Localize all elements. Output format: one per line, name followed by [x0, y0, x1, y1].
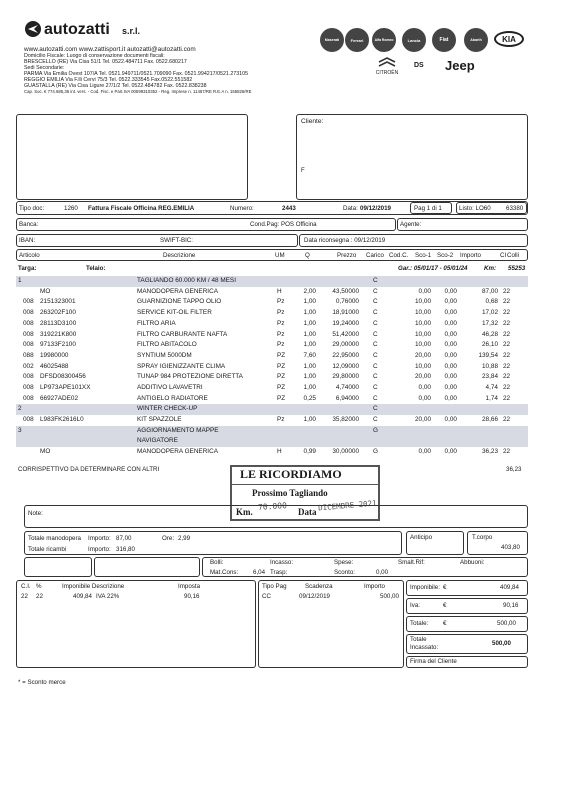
km-value: 55253 [508, 265, 526, 272]
stamp-km-label: Km. [236, 507, 253, 517]
cell-desc: TUNAP 984 PROTEZIONE DIRETTA [137, 373, 243, 381]
section-index: 1 [18, 277, 22, 284]
table-row [16, 319, 528, 330]
cell-ci0: 008 [23, 384, 34, 391]
cell-ci: 22 [503, 416, 511, 424]
sum-imponibile-cur: € [443, 584, 447, 591]
jeep-logo: Jeep [445, 58, 475, 73]
banca-label: Banca: [19, 221, 39, 228]
cell-sco1: 0,00 [418, 448, 431, 456]
note-box [24, 505, 528, 528]
cell-ci: 22 [503, 341, 511, 349]
cell-prezzo: 29,00000 [332, 341, 359, 349]
cell-art: MO [40, 287, 51, 295]
cond-pag: Cond.Pag: POS Officina [250, 221, 317, 228]
table-row [16, 394, 528, 405]
table-row [16, 372, 528, 383]
cell-ci: 22 [503, 362, 511, 370]
cell-um: H [277, 287, 282, 295]
cell-um: H [277, 448, 282, 456]
fiat-logo: Fiat [432, 28, 456, 52]
cell-sco2: 0,00 [444, 394, 457, 402]
table-row [16, 330, 528, 341]
cell-q: 0,99 [303, 448, 316, 456]
cell-desc: FILTRO CARBURANTE NAFTA [137, 330, 228, 338]
company-address-4: REGGIO EMILIA Via F.lli Cervi 75/3 Tel. 0522.333545 Fax.0522.551582 [24, 77, 193, 83]
citroen-label: CITROËN [375, 70, 399, 76]
company-web-line: www.autozatti.com www.zattisport.it autozatti@autozatti.com [24, 46, 196, 53]
cell-q: 7,60 [303, 351, 316, 359]
cell-q: 1,00 [303, 384, 316, 391]
cell-prezzo: 22,95000 [332, 351, 359, 359]
cell-prezzo: 51,42000 [332, 330, 359, 338]
tot-ricambi-importo-label: Importo: [88, 546, 111, 553]
table-row [16, 287, 528, 298]
ferrari-logo: Ferrari [345, 28, 369, 52]
cell-sco1: 10,00 [415, 319, 431, 327]
cell-prezzo: 30,00000 [332, 448, 359, 456]
sconto-value: 0,00 [376, 569, 389, 576]
cell-ci0: 008 [23, 319, 34, 327]
section-codc: C [373, 277, 378, 284]
numero-label: Numero: [230, 205, 254, 212]
stamp-data-handwritten: DICEMBRE 2021 [317, 498, 377, 513]
company-name: autozatti [44, 21, 110, 38]
iva-pct-value: 22 [36, 593, 43, 600]
cell-desc: FILTRO ABITACOLO [137, 341, 197, 349]
cell-sco2: 0,00 [444, 384, 457, 391]
company-address-3: PARMA Via Emilia Ovest 107/A Tel. 0521.949711/0521.709090 Fax. 0521.994217/0521.273105 [24, 71, 249, 77]
cell-sco2: 0,00 [444, 298, 457, 306]
col-ci: CI [500, 252, 507, 259]
cell-art: LP973APE101XX [40, 384, 91, 391]
cell-importo: 87,00 [482, 287, 498, 295]
cell-importo: 17,02 [482, 309, 498, 317]
cell-q: 1,00 [303, 416, 316, 424]
cell-sco2: 0,00 [444, 351, 457, 359]
company-address-1: BRESCELLO (RE) Via Cisa 51/1 Tel. 0522.484711 Fax. 0522.680217 [24, 59, 187, 65]
ds-logo: DS [414, 62, 424, 69]
cell-importo: 4,74 [485, 384, 498, 391]
cell-desc: FILTRO ARIA [137, 319, 176, 327]
table-row [16, 308, 528, 319]
cell-art: 319221K800 [40, 330, 77, 338]
cell-desc: ADDITIVO LAVAVETRI [137, 384, 203, 391]
cell-sco1: 10,00 [415, 362, 431, 370]
targa-label: Targa: [18, 265, 37, 272]
tot-manodopera-importo: 87,00 [116, 535, 132, 542]
tot-manodopera-importo-label: Importo: [88, 535, 111, 542]
cell-q: 1,00 [303, 298, 316, 306]
cell-codc: C [373, 373, 378, 381]
cell-prezzo: 12,09000 [332, 362, 359, 370]
banca-row [16, 218, 396, 231]
cell-importo: 139,54 [478, 351, 498, 359]
smalt-label: Smalt.Rif: [398, 559, 425, 566]
stamp-data-label: Data [298, 507, 317, 517]
note-label: Note: [28, 510, 43, 517]
cell-um: PZ [277, 373, 286, 381]
company-address-2: Sedi Secondarie: [24, 65, 65, 71]
trasp-label: Trasp: [270, 569, 288, 576]
sum-imponibile-value: 409,84 [500, 584, 519, 591]
cell-importo: 28,66 [482, 416, 498, 424]
iban-row [16, 234, 298, 247]
cell-ci0: 008 [23, 394, 34, 402]
cell-desc: KIT SPAZZOLE [137, 416, 182, 424]
cell-codc: C [373, 351, 378, 359]
cell-desc: SERVICE KIT-OIL FILTER [137, 309, 212, 317]
cell-art: 66927ADE02 [40, 394, 79, 402]
section-desc: WINTER CHECK-UP [137, 405, 198, 413]
cell-ci: 22 [503, 373, 511, 381]
cell-importo: 1,74 [485, 394, 498, 402]
tcorpo-label: T.corpo [472, 534, 493, 541]
cell-ci0: 008 [23, 373, 34, 381]
cell-sco1: 10,00 [415, 330, 431, 338]
anticipo-label: Anticipo [410, 534, 433, 541]
pay-tipo-label: Tipo Pag [262, 583, 287, 590]
data-value: 09/12/2019 [360, 205, 391, 212]
col-articolo: Articolo [19, 252, 40, 259]
cell-sco2: 0,00 [444, 416, 457, 424]
cell-prezzo: 43,50000 [332, 287, 359, 295]
section-desc: TAGLIANDO 60.000 KM / 48 MESI [137, 277, 236, 284]
cell-art: 97133F2100 [40, 341, 76, 349]
cell-art: 19980000 [40, 351, 69, 359]
cell-q: 1,00 [303, 341, 316, 349]
cell-prezzo: 0,76000 [335, 298, 359, 306]
iva-box [16, 580, 256, 668]
table-row [16, 383, 528, 394]
sum-incassato-value: 500,00 [492, 640, 511, 647]
cell-um: Pz [277, 341, 285, 349]
section-index: 2 [18, 405, 22, 413]
cell-codc: C [373, 384, 378, 391]
sum-totale-label: Totale: [410, 620, 429, 627]
telaio-label: Telaio: [86, 265, 106, 272]
col-q: Q [305, 252, 310, 259]
autozatti-logo-icon [24, 20, 42, 38]
bolli-label: Bolli: [210, 559, 224, 566]
agente-label: Agente: [400, 221, 422, 228]
col-sco1: Sco-1 [415, 252, 432, 259]
customer-box [296, 114, 528, 200]
cell-prezzo: 19,24000 [332, 319, 359, 327]
cell-ci: 22 [503, 309, 511, 317]
sender-box [16, 114, 248, 200]
cell-codc: C [373, 362, 378, 370]
cell-sco1: 20,00 [415, 351, 431, 359]
cell-q: 1,00 [303, 362, 316, 370]
table-row [16, 297, 528, 308]
cell-ci0: 008 [23, 309, 34, 317]
cell-codc: G [373, 448, 378, 456]
tcorpo-value: 403,80 [501, 544, 520, 551]
stamp-km-handwritten: 70.000 [257, 501, 288, 512]
customer-letter: F [301, 168, 305, 174]
corrispettivo-text: CORRISPETTIVO DA DETERMINARE CON ALTRI [18, 466, 160, 473]
cell-um: Pz [277, 416, 285, 424]
cell-q: 1,00 [303, 309, 316, 317]
iva-imposta-label: Imposta [178, 583, 201, 590]
cell-um: PZ [277, 351, 286, 359]
cell-q: 1,00 [303, 373, 316, 381]
table-row [16, 447, 528, 458]
cell-desc: SYNTIUM 5000DM [137, 351, 192, 359]
cell-um: PZ [277, 384, 286, 391]
pay-importo-value: 500,00 [380, 593, 399, 600]
tot-ricambi-importo: 316,80 [116, 546, 135, 553]
sum-totale-cur: € [443, 620, 447, 627]
spese-label: Spese: [334, 559, 354, 566]
pay-importo-label: Importo [364, 583, 385, 590]
iban-label: IBAN: [19, 237, 36, 244]
incasso-label: Incasso: [270, 559, 294, 566]
cell-sco1: 20,00 [415, 416, 431, 424]
data-riconsegna: Data riconsegna : 09/12/2019 [304, 237, 386, 244]
cell-art: 2151323001 [40, 298, 76, 306]
cell-sco1: 0,00 [418, 287, 431, 295]
ore-label: Ore: [162, 535, 175, 542]
cell-desc: ANTIGELO RADIATORE [137, 394, 208, 402]
company-address-0: Domicilio Fiscale: Luogo di conservazione documenti fiscali: [24, 53, 165, 59]
cell-um: Pz [277, 319, 285, 327]
cell-sco2: 0,00 [444, 362, 457, 370]
cell-desc: MANODOPERA GENERICA [137, 287, 218, 295]
citroen-logo [367, 56, 407, 76]
cell-um: Pz [277, 298, 285, 306]
iva-ci-value: 22 [21, 593, 28, 600]
cell-ci0: 008 [23, 330, 34, 338]
col-sco2: Sco-2 [437, 252, 454, 259]
sum-incassato-label2: Incassato: [410, 644, 439, 651]
company-address-5: GUASTALLA (RE) Via Cisa Ligure 27/1/2 Tel. 0522.484782 Fax. 0522.838238 [24, 83, 207, 89]
cell-importo: 46,28 [482, 330, 498, 338]
col-carico: Carico [366, 252, 384, 259]
cell-codc: C [373, 330, 378, 338]
cell-ci: 22 [503, 330, 511, 338]
cell-sco1: 10,00 [415, 341, 431, 349]
cell-prezzo: 6,94000 [335, 394, 359, 402]
cell-art: MO [40, 448, 51, 456]
cell-sco1: 10,00 [415, 309, 431, 317]
cell-codc: C [373, 416, 378, 424]
alfa-romeo-logo: Alfa Romeo [372, 28, 396, 52]
cell-ci0: 002 [23, 362, 34, 370]
footnote: * = Sconto merce [18, 679, 66, 686]
data-label: Data: [343, 205, 358, 212]
cell-q: 0,25 [303, 394, 316, 402]
section-index: 3 [18, 426, 22, 434]
cell-prezzo: 29,80000 [332, 373, 359, 381]
cell-desc: SPRAY IGIENIZZANTE CLIMA [137, 362, 226, 370]
km-label: Km: [484, 265, 497, 272]
cell-desc: GUARNIZIONE TAPPO OLIO [137, 298, 222, 306]
citroen-chevrons-icon [377, 56, 397, 68]
cell-art: 46025488 [40, 362, 69, 370]
section-desc: AGGIORNAMENTO MAPPE [137, 426, 219, 434]
cell-sco1: 10,00 [415, 298, 431, 306]
col-um: UM [275, 252, 285, 259]
pay-scadenza-value: 09/12/2019 [299, 593, 330, 600]
cell-codc: C [373, 298, 378, 306]
iva-desc-value: IVA 22% [96, 593, 120, 600]
cell-art: L983FK2616L0 [40, 416, 84, 424]
iva-desc-label: Imponibile Descrizione [62, 583, 125, 590]
cell-codc: C [373, 394, 378, 402]
table-row [16, 340, 528, 351]
sum-totale-value: 500,00 [497, 620, 516, 627]
cell-q: 1,00 [303, 330, 316, 338]
lancia-logo: Lancia [402, 28, 426, 52]
stamp-divider [232, 484, 378, 485]
bolli-row-left [24, 557, 92, 577]
tipo-doc-desc: Fattura Fiscale Officina REG.EMILIA [88, 205, 195, 212]
cell-prezzo: 4,74000 [335, 384, 359, 391]
cell-ci0: 008 [23, 298, 34, 306]
maserati-logo: Maserati [320, 28, 344, 52]
col-descrizione: Descrizione [163, 252, 196, 259]
iva-ci-label: C.I. [21, 583, 31, 590]
listino-code: 63380 [506, 205, 524, 212]
sum-iva-label: Iva: [410, 602, 420, 609]
cell-q: 1,00 [303, 319, 316, 327]
sconto-label: Sconto: [334, 569, 355, 576]
tot-manodopera-label: Totale manodopera [28, 535, 81, 542]
company-address-6: Cap. Soc. € 774.685,35 int. vers. - Cod. Fisc. e Part.IVA 00599310352 - Reg. Imprese n. 11467/RE R.E.A n. 155826/RE [24, 89, 252, 94]
tipo-doc-code: 1260 [64, 205, 78, 212]
cell-importo: 36,23 [482, 448, 498, 456]
stamp-line1: Prossimo Tagliando [252, 488, 328, 498]
firma-label: Firma del Cliente [410, 658, 457, 665]
numero-value: 2443 [282, 205, 296, 212]
col-colli: Colli [507, 252, 520, 259]
cell-art: 28113D3100 [40, 319, 77, 327]
cell-um: Pz [277, 309, 285, 317]
cell-sco2: 0,00 [444, 330, 457, 338]
tot-ricambi-label: Totale ricambi [28, 546, 67, 553]
cell-ci: 22 [503, 384, 511, 391]
matcons-value: 6,04 [253, 569, 266, 576]
cell-ci: 22 [503, 287, 511, 295]
section-row [16, 404, 528, 415]
sum-iva-value: 90,16 [503, 602, 519, 609]
col-importo: Importo [460, 252, 481, 259]
cell-ci0: 008 [23, 416, 34, 424]
corrispettivo-value: 36,23 [506, 466, 522, 473]
cell-sco2: 0,00 [444, 448, 457, 456]
section-row [16, 276, 528, 287]
cell-codc: C [373, 287, 378, 295]
cell-importo: 0,68 [485, 298, 498, 306]
matcons-label: Mat.Cons: [210, 569, 239, 576]
page-number: Pag 1 di 1 [414, 205, 442, 212]
cell-importo: 26,10 [482, 341, 498, 349]
cell-sco2: 0,00 [444, 287, 457, 295]
iva-pct-label: % [36, 583, 42, 590]
cell-ci: 22 [503, 394, 511, 402]
sum-incassato-label1: Totale [410, 636, 427, 643]
sum-imponibile-label: Imponibile: [410, 584, 440, 591]
cell-ci0: 008 [23, 341, 34, 349]
col-codc: Cod.C. [389, 252, 409, 259]
cell-um: Pz [277, 330, 285, 338]
pay-tipo-value: CC [262, 593, 271, 600]
cell-ci: 22 [503, 319, 511, 327]
company-suffix: s.r.l. [122, 26, 141, 36]
cell-desc: MANODOPERA GENERICA [137, 448, 218, 456]
cell-ci: 22 [503, 448, 511, 456]
cell-sco1: 0,00 [418, 384, 431, 391]
kia-logo: KIA [494, 31, 524, 47]
swift-label: SWIFT-BIC: [160, 237, 193, 244]
cell-um: PZ [277, 394, 286, 402]
section-codc: C [373, 405, 378, 413]
col-prezzo: Prezzo [337, 252, 357, 259]
iva-imponibile-value: 409,84 [73, 593, 92, 600]
table-row [16, 415, 528, 426]
sum-iva-cur: € [443, 602, 447, 609]
company-logo [24, 20, 42, 38]
customer-label: Cliente: [301, 118, 324, 125]
section-row [16, 426, 528, 447]
cell-codc: C [373, 319, 378, 327]
cell-ci0: 088 [23, 351, 34, 359]
tipo-doc-label: Tipo doc: [19, 205, 45, 212]
cell-importo: 23,84 [482, 373, 498, 381]
pay-scadenza-label: Scadenza [305, 583, 333, 590]
cell-sco1: 0,00 [418, 394, 431, 402]
cell-ci: 22 [503, 351, 511, 359]
cell-sco2: 0,00 [444, 309, 457, 317]
cell-sco2: 0,00 [444, 319, 457, 327]
cell-um: PZ [277, 362, 286, 370]
ore-value: 2,99 [178, 535, 191, 542]
cell-sco2: 0,00 [444, 373, 457, 381]
abbuoni-label: Abbuoni: [460, 559, 485, 566]
cell-codc: C [373, 341, 378, 349]
table-row [16, 362, 528, 373]
cell-ci: 22 [503, 298, 511, 306]
table-row [16, 351, 528, 362]
bolli-row-left2 [94, 557, 200, 577]
cell-prezzo: 35,82000 [332, 416, 359, 424]
cell-prezzo: 18,91000 [332, 309, 359, 317]
listino-label: Listo: LO60 [459, 205, 491, 212]
garanzia: Gar.: 05/01/17 - 05/01/24 [398, 265, 468, 272]
cell-codc: C [373, 309, 378, 317]
cell-importo: 10,88 [482, 362, 498, 370]
section-desc-2: NAVIGATORE [137, 437, 178, 445]
section-codc: G [373, 426, 378, 434]
cell-sco1: 20,00 [415, 373, 431, 381]
stamp-title: LE RICORDIAMO [240, 467, 342, 481]
iva-imposta-value: 90,16 [184, 593, 200, 600]
cell-sco2: 0,00 [444, 341, 457, 349]
cell-art: 263202F100 [40, 309, 76, 317]
cell-art: DFSD08300456 [40, 373, 86, 381]
abarth-logo: Abarth [464, 28, 488, 52]
cell-importo: 17,32 [482, 319, 498, 327]
cell-q: 2,00 [303, 287, 316, 295]
